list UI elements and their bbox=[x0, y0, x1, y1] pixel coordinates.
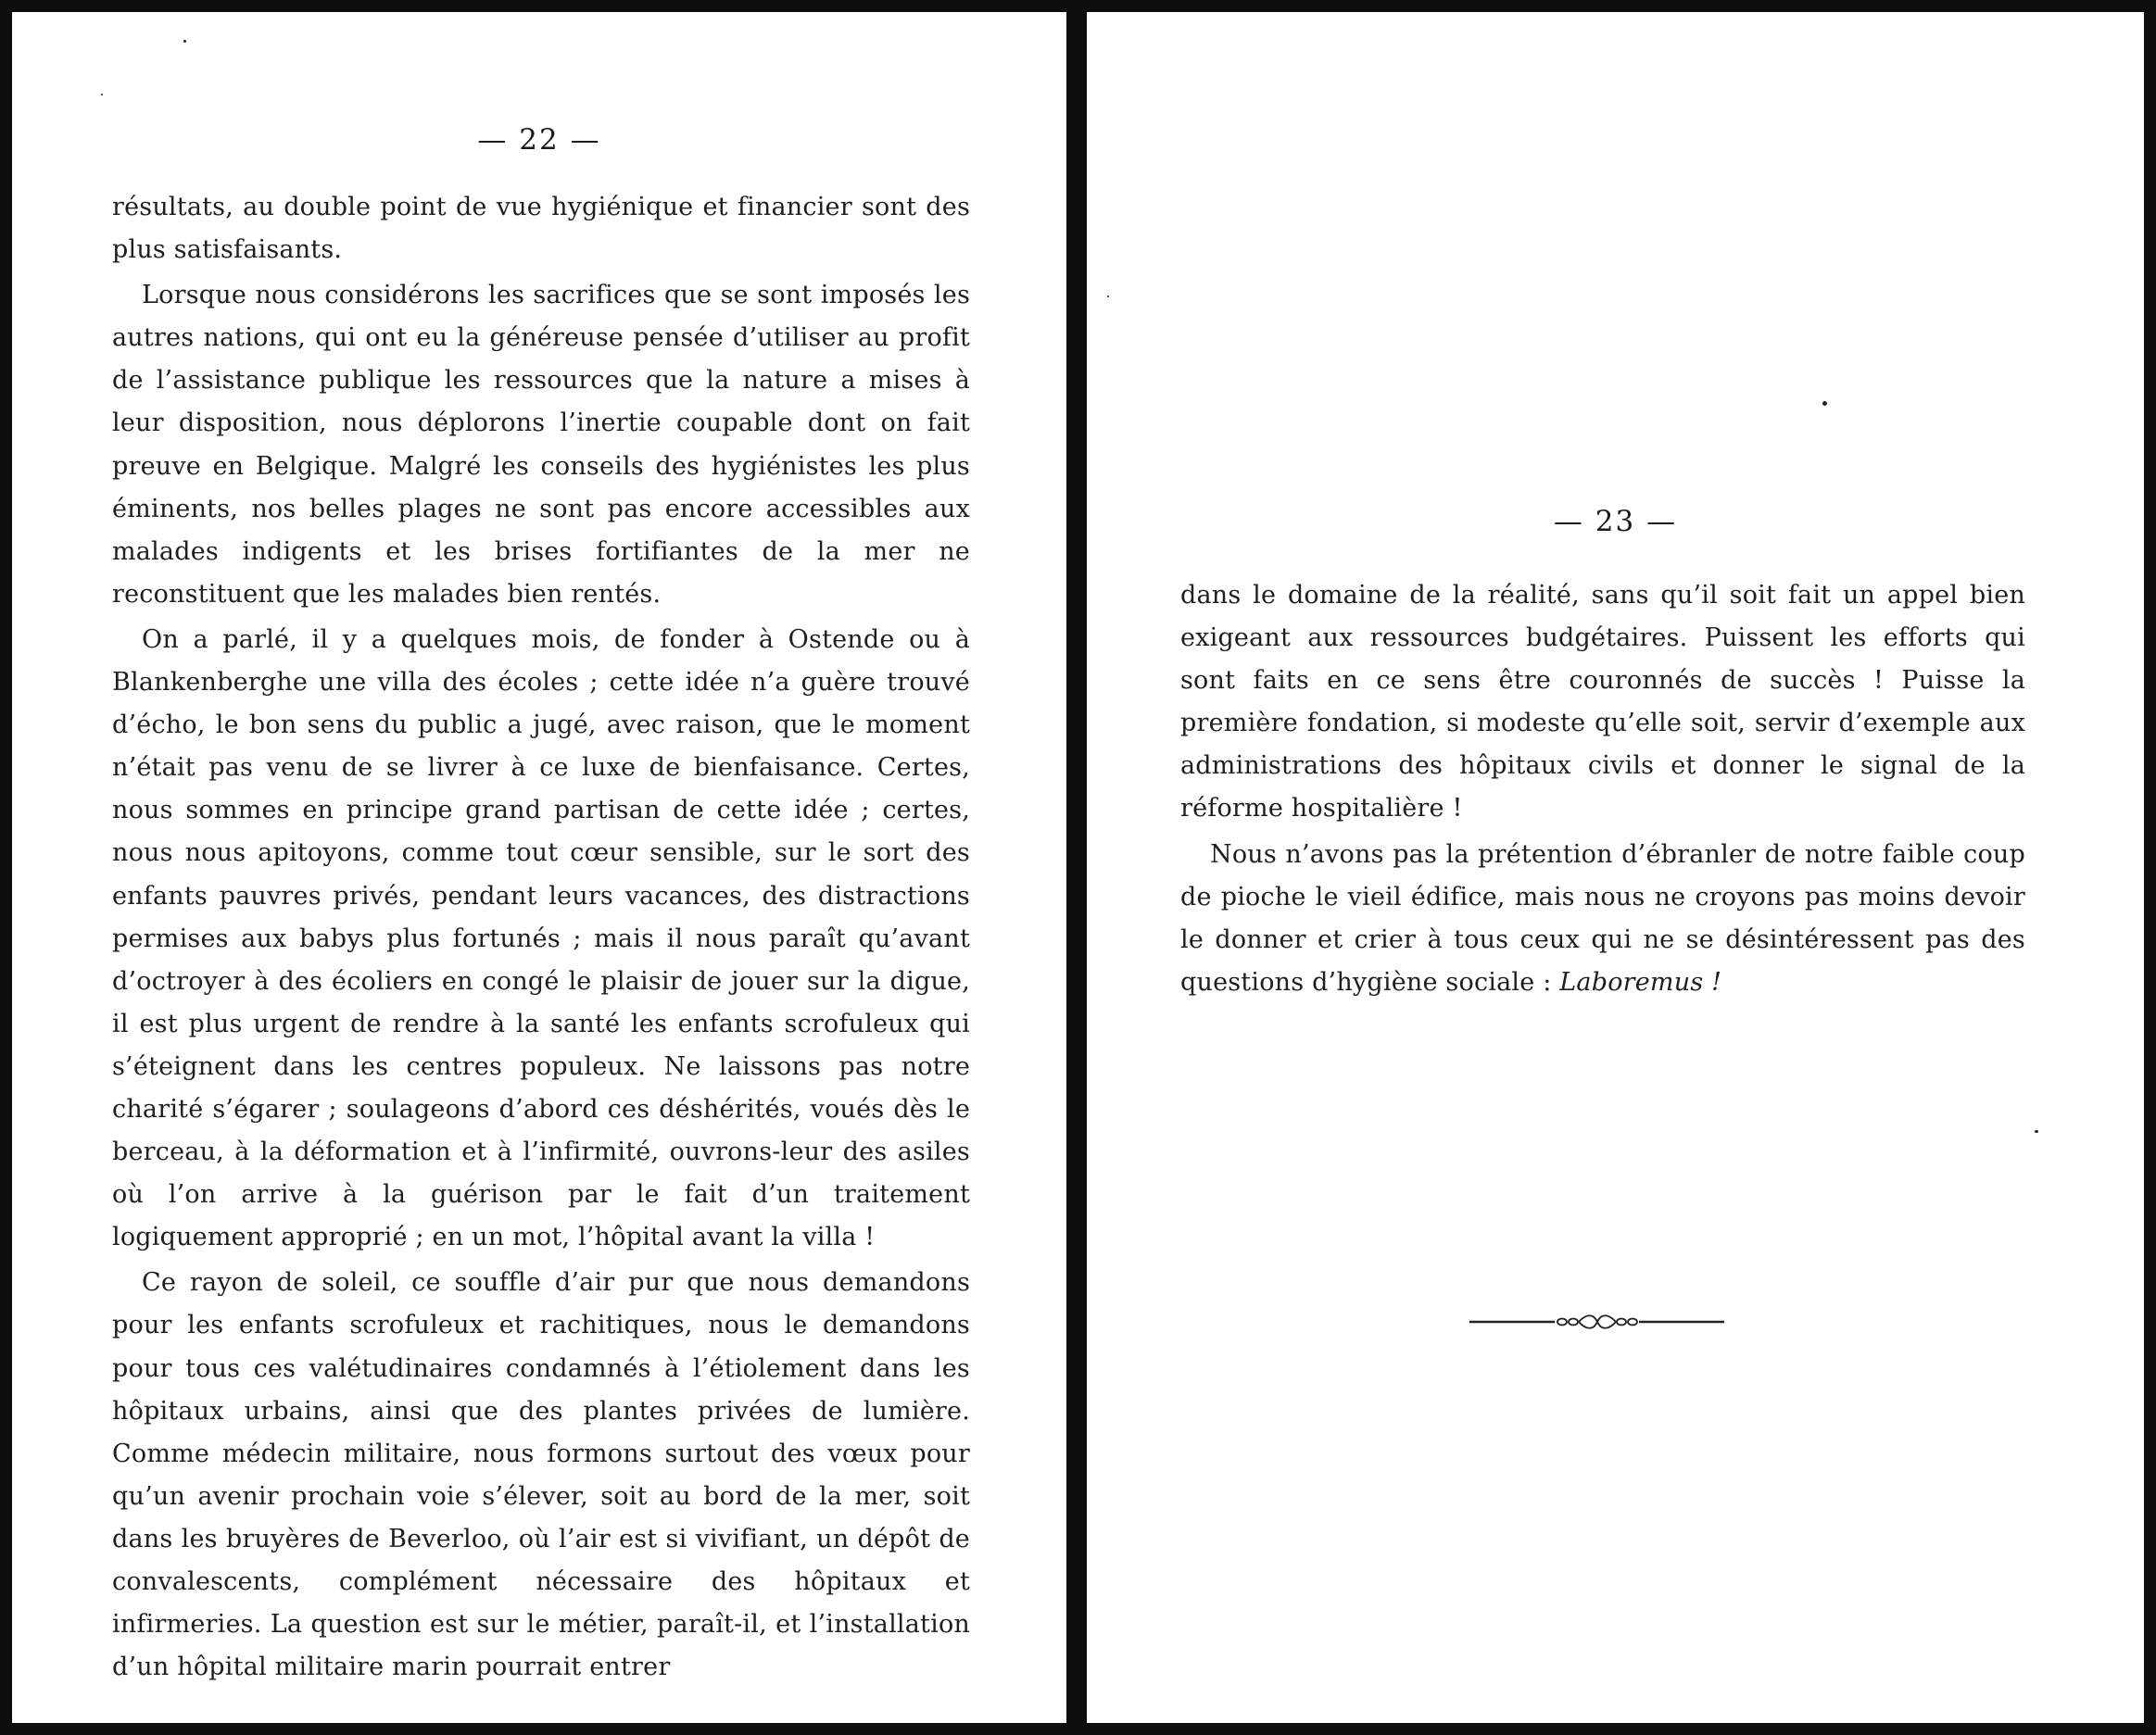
paragraph: Lorsque nous considérons les sacrifices que se sont imposés les autres nations, qui ont eu la généreuse pensée d’utiliser au profit de l’assistance publique les ressources que la nature a mises à leur disposition, nous déplorons l’inertie coupable dont on fait preuve en Belgique. Malgré les conseils des hygiénistes les plus éminents, nos belles plages ne sont pas encore accessibles aux malades indigents et les brises fortifiantes de la mer ne reconstituent que les malades bien rentés. bbox=[112, 281, 970, 609]
page-number: — 23 — bbox=[1553, 505, 1678, 538]
paper-speck bbox=[101, 94, 103, 95]
paragraph: Ce rayon de soleil, ce souffle d’air pur que nous demandons pour les enfants scrofuleux et rachitiques, nous le demandons pour tous ces valétudinaires condamnés à l’étiolement dans les hôpitaux urbains, ainsi que des plantes privées de lumière. Comme médecin militaire, nous formons surtout des vœux pour qu’un avenir prochain voie s’élever, soit au bord de la mer, soit dans les bruyères de Beverloo, où l’air est si vivifiant, un dépôt de convalescents, complément nécessaire des hôpitaux et infirmeries. La question est sur le métier, paraît-il, et l’installation d’un hôpital militaire marin pourrait entrer bbox=[112, 1268, 970, 1682]
paper-speck bbox=[1822, 401, 1827, 406]
paragraph: résultats, au double point de vue hygiénique et financier sont des plus satisfaisants. bbox=[112, 193, 970, 265]
right-page bbox=[1087, 12, 2144, 1723]
end-ornament-icon bbox=[1469, 1312, 1724, 1332]
paper-speck bbox=[2035, 1130, 2038, 1133]
paragraph-text: Nous n’avons pas la prétention d’ébranler de notre faible coup de pioche le vieil édifice, mais nous ne croyons pas moins devoir le donner et crier à tous ceux qui ne se désintéressent pas des questions d’hygiène sociale : bbox=[1180, 839, 2025, 997]
page-number: — 22 — bbox=[477, 123, 601, 157]
paper-speck bbox=[183, 40, 186, 43]
page-body bbox=[1180, 574, 2025, 1004]
paragraph: dans le domaine de la réalité, sans qu’il soit fait un appel bien exigeant aux ressources budgétaires. Puissent les efforts qui sont faits en ce sens être couronnés de succès ! Puisse la première fondation, si modeste qu’elle soit, servir d’exemple aux administrations des hôpitaux civils et donner le signal de la réforme hospitalière ! bbox=[1180, 581, 2025, 823]
paper-speck bbox=[1107, 295, 1109, 297]
page-body bbox=[112, 186, 970, 1689]
left-page bbox=[12, 12, 1066, 1723]
closing-motto: Laboremus ! bbox=[1559, 967, 1722, 997]
paragraph: On a parlé, il y a quelques mois, de fonder à Ostende ou à Blankenberghe une villa des écoles ; cette idée n’a guère trouvé d’écho, le bon sens du public a jugé, avec raison, que le moment n’était pas venu de se livrer à ce luxe de bienfaisance. Certes, nous sommes en principe grand partisan de cette idée ; certes, nous nous apitoyons, comme tout cœur sensible, sur le sort des enfants pauvres privés, pendant leurs vacances, des distractions permises aux babys plus fortunés ; mais il nous paraît qu’avant d’octroyer à des écoliers en congé le plaisir de jouer sur la digue, il est plus urgent de rendre à la santé les enfants scrofuleux qui s’éteignent dans les centres populeux. Ne laissons pas notre charité s’égarer ; soulageons d’abord ces déshérités, voués dès le berceau, à la déformation et à l’infirmité, ouvrons-leur des asiles où l’on arrive à la guérison par le fait d’un traitement logiquement approprié ; en un mot, l’hôpital avant la villa ! bbox=[112, 624, 970, 1252]
paragraph bbox=[1180, 834, 2025, 1004]
